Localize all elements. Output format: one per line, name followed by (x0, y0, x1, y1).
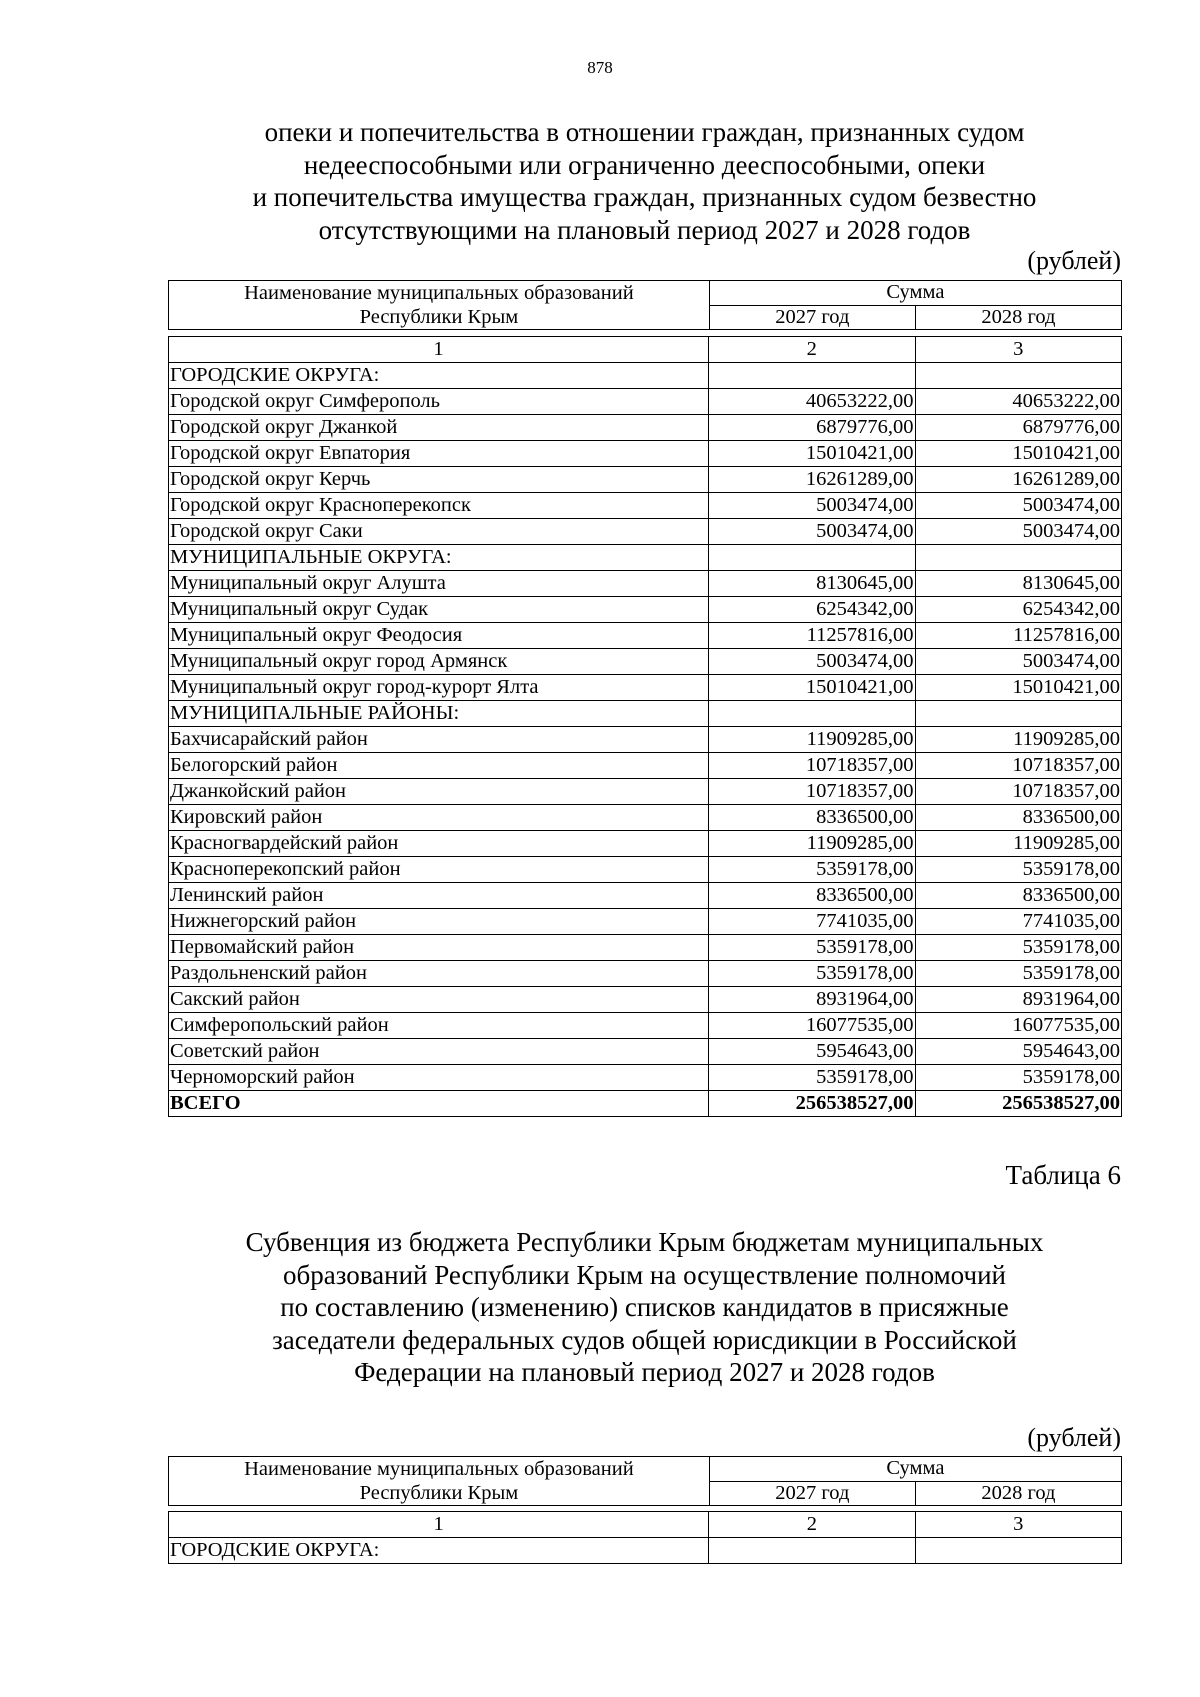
units-label: (рублей) (1027, 1423, 1121, 1452)
value-2027: 6254342,00 (709, 597, 915, 623)
row-name: Муниципальный округ Судак (169, 597, 709, 623)
row-name: Городской округ Симферополь (169, 389, 709, 415)
value-2028: 15010421,00 (915, 675, 1122, 701)
value-2028: 11257816,00 (915, 623, 1122, 649)
value-2027: 16261289,00 (709, 467, 915, 493)
value-2027: 10718357,00 (709, 779, 915, 805)
value-2028: 8931964,00 (915, 987, 1122, 1013)
row-name: Городской округ Керчь (169, 467, 709, 493)
table-row (169, 779, 1122, 805)
value-2027: 16077535,00 (709, 1013, 915, 1039)
table-row (169, 675, 1122, 701)
table-row (169, 649, 1122, 675)
table-row (169, 727, 1122, 753)
row-name: Черноморский район (169, 1065, 709, 1091)
table-row (169, 935, 1122, 961)
row-name: Ленинский район (169, 883, 709, 909)
row-name: Городской округ Джанкой (169, 415, 709, 441)
table-row (169, 571, 1122, 597)
row-name: Советский район (169, 1039, 709, 1065)
table-row (169, 597, 1122, 623)
value-2027: 5003474,00 (709, 493, 915, 519)
table-row (169, 545, 1122, 571)
col-number-3: 3 (915, 1512, 1121, 1538)
row-name: МУНИЦИПАЛЬНЫЕ РАЙОНЫ: (169, 701, 709, 727)
header-table-1 (168, 280, 1122, 330)
header-sum: Сумма (709, 281, 1121, 306)
value-2027: 8130645,00 (709, 571, 915, 597)
value-2028: 11909285,00 (915, 831, 1122, 857)
value-2027: 5359178,00 (709, 935, 915, 961)
row-name: Муниципальный округ город Армянск (169, 649, 709, 675)
data-table-2 (168, 1511, 1122, 1564)
value-2028 (915, 1538, 1121, 1564)
value-2028: 6254342,00 (915, 597, 1122, 623)
value-2028: 16077535,00 (915, 1013, 1122, 1039)
value-2028: 5359178,00 (915, 1065, 1122, 1091)
value-2027 (709, 701, 915, 727)
value-2027: 11909285,00 (709, 831, 915, 857)
row-name: Раздольненский район (169, 961, 709, 987)
value-2028 (915, 701, 1122, 727)
value-2027: 5954643,00 (709, 1039, 915, 1065)
row-name: Сакский район (169, 987, 709, 1013)
row-name: ВСЕГО (169, 1091, 709, 1117)
value-2028: 5954643,00 (915, 1039, 1122, 1065)
value-2027 (709, 1538, 915, 1564)
row-name: МУНИЦИПАЛЬНЫЕ ОКРУГА: (169, 545, 709, 571)
value-2027: 7741035,00 (709, 909, 915, 935)
value-2027: 15010421,00 (709, 441, 915, 467)
units-label: (рублей) (1027, 246, 1121, 275)
section2-title (168, 1226, 1121, 1389)
table-row (169, 415, 1122, 441)
value-2028: 8336500,00 (915, 805, 1122, 831)
col-number-2: 2 (709, 1512, 915, 1538)
header-2028: 2028 год (915, 1481, 1121, 1506)
table-label: Таблица 6 (1005, 1160, 1121, 1190)
value-2028: 6879776,00 (915, 415, 1122, 441)
value-2027: 5359178,00 (709, 1065, 915, 1091)
row-name: Первомайский район (169, 935, 709, 961)
header-2028: 2028 год (915, 305, 1121, 330)
value-2028: 5359178,00 (915, 961, 1122, 987)
table-row (169, 389, 1122, 415)
value-2028: 256538527,00 (915, 1091, 1122, 1117)
row-name: Муниципальный округ Феодосия (169, 623, 709, 649)
row-name: Городской округ Евпатория (169, 441, 709, 467)
value-2027: 8336500,00 (709, 883, 915, 909)
value-2028: 5003474,00 (915, 649, 1122, 675)
row-name: Бахчисарайский район (169, 727, 709, 753)
row-name: Муниципальный округ город-курорт Ялта (169, 675, 709, 701)
title-line: образований Республики Крым на осуществление полномочий (283, 1259, 1006, 1290)
title-line: отсутствующими на плановый период 2027 и 2028 годов (318, 214, 971, 245)
table-row (169, 909, 1122, 935)
value-2027: 6879776,00 (709, 415, 915, 441)
value-2028: 5003474,00 (915, 493, 1122, 519)
col-number-2: 2 (709, 337, 915, 363)
header-table-2 (168, 1456, 1122, 1506)
col-number-1: 1 (169, 1512, 709, 1538)
value-2027: 8931964,00 (709, 987, 915, 1013)
value-2027: 5003474,00 (709, 519, 915, 545)
table-row (169, 363, 1122, 389)
value-2028: 16261289,00 (915, 467, 1122, 493)
row-name: Джанкойский район (169, 779, 709, 805)
col-number-3: 3 (915, 337, 1122, 363)
row-name: Городской округ Саки (169, 519, 709, 545)
row-name: Красногвардейский район (169, 831, 709, 857)
value-2028: 10718357,00 (915, 753, 1122, 779)
value-2027: 5359178,00 (709, 857, 915, 883)
value-2028: 10718357,00 (915, 779, 1122, 805)
page-number: 878 (587, 58, 613, 77)
table-row (169, 961, 1122, 987)
value-2027 (709, 545, 915, 571)
title-line: Федерации на плановый период 2027 и 2028 годов (354, 1357, 935, 1387)
value-2027: 8336500,00 (709, 805, 915, 831)
value-2028 (915, 363, 1122, 389)
table-row (169, 1013, 1122, 1039)
title-line: недееспособными или ограниченно дееспособными, опеки (303, 149, 986, 180)
title-line: заседатели федеральных судов общей юрисдикции в Российской (272, 1324, 1017, 1355)
table-row (169, 805, 1122, 831)
value-2028: 5359178,00 (915, 857, 1122, 883)
value-2027: 5003474,00 (709, 649, 915, 675)
row-name: ГОРОДСКИЕ ОКРУГА: (169, 1538, 709, 1564)
value-2028: 15010421,00 (915, 441, 1122, 467)
row-name: Нижнегорский район (169, 909, 709, 935)
value-2027: 11909285,00 (709, 727, 915, 753)
value-2028: 7741035,00 (915, 909, 1122, 935)
row-name: ГОРОДСКИЕ ОКРУГА: (169, 363, 709, 389)
title-line: по составлению (изменению) списков кандидатов в присяжные (280, 1292, 1009, 1322)
table-row (169, 883, 1122, 909)
value-2028: 5359178,00 (915, 935, 1122, 961)
table-row (169, 1039, 1122, 1065)
value-2027: 40653222,00 (709, 389, 915, 415)
value-2028 (915, 545, 1122, 571)
row-name: Муниципальный округ Алушта (169, 571, 709, 597)
title-line: Субвенция из бюджета Республики Крым бюджетам муниципальных (245, 1227, 1044, 1257)
table-row (169, 831, 1122, 857)
row-name: Симферопольский район (169, 1013, 709, 1039)
row-name: Городской округ Красноперекопск (169, 493, 709, 519)
value-2028: 5003474,00 (915, 519, 1122, 545)
table-row (169, 857, 1122, 883)
value-2028: 11909285,00 (915, 727, 1122, 753)
title-line: опеки и попечительства в отношении граждан, признанных судом (264, 117, 1025, 147)
value-2028: 8336500,00 (915, 883, 1122, 909)
header-name: Наименование муниципальных образований Республики Крым (169, 1457, 710, 1506)
col-number-1: 1 (169, 337, 709, 363)
header-name: Наименование муниципальных образований Республики Крым (169, 281, 710, 330)
table-row (169, 753, 1122, 779)
row-name: Кировский район (169, 805, 709, 831)
table-row (169, 623, 1122, 649)
header-2027: 2027 год (709, 1481, 915, 1506)
total-row (169, 1091, 1122, 1117)
table-row (169, 519, 1122, 545)
data-table-1 (168, 336, 1122, 1117)
value-2028: 40653222,00 (915, 389, 1122, 415)
table-row (169, 1065, 1122, 1091)
value-2027 (709, 363, 915, 389)
value-2028: 8130645,00 (915, 571, 1122, 597)
header-2027: 2027 год (709, 305, 915, 330)
table-row (169, 441, 1122, 467)
row-name: Белогорский район (169, 753, 709, 779)
value-2027: 256538527,00 (709, 1091, 915, 1117)
section1-title (168, 116, 1121, 246)
header-sum: Сумма (709, 1457, 1121, 1482)
value-2027: 10718357,00 (709, 753, 915, 779)
value-2027: 11257816,00 (709, 623, 915, 649)
value-2027: 15010421,00 (709, 675, 915, 701)
table-row (169, 467, 1122, 493)
value-2027: 5359178,00 (709, 961, 915, 987)
table-row (169, 987, 1122, 1013)
table-row (169, 1538, 1122, 1564)
row-name: Красноперекопский район (169, 857, 709, 883)
table-row (169, 493, 1122, 519)
table-row (169, 701, 1122, 727)
title-line: и попечительства имущества граждан, признанных судом безвестно (252, 182, 1037, 212)
